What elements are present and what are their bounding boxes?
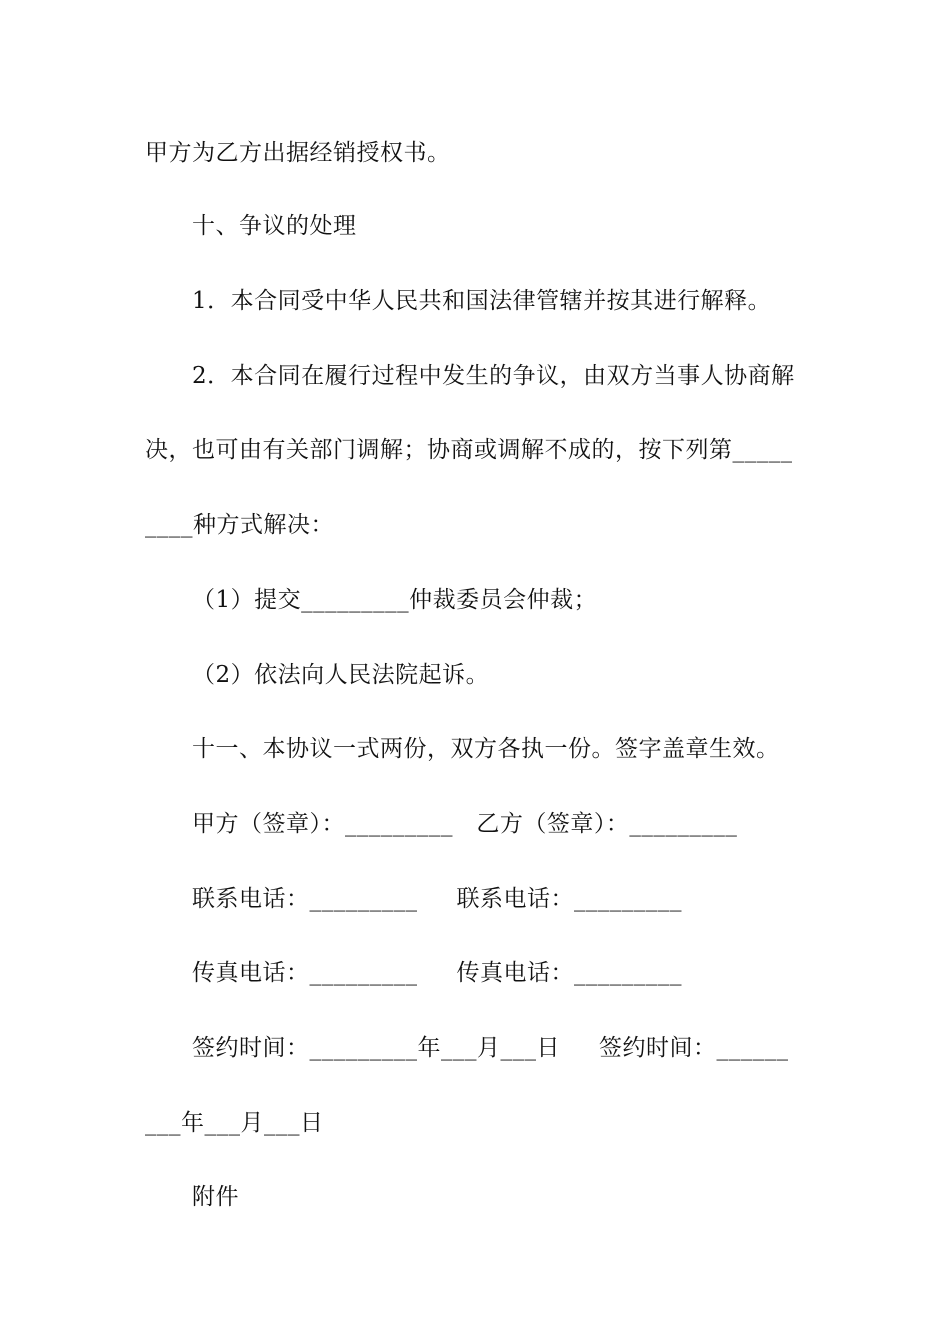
section-heading: 十、争议的处理 [192,213,357,239]
option-1: （1）提交_________仲裁委员会仲裁； [192,587,598,613]
clause-2-cont: 决，也可由有关部门调解；协商或调解不成的，按下列第_____ [145,437,793,463]
clause-2: 2．本合同在履行过程中发生的争议，由双方当事人协商解 [192,363,795,389]
attachment-heading: 附件 [192,1184,239,1210]
signature-line: 甲方（签章）：_________ 乙方（签章）：_________ [192,811,738,837]
section-heading: 十一、本协议一式两份，双方各执一份。签字盖章生效。 [192,736,780,762]
date-line-cont: ___年___月___日 [145,1110,324,1136]
phone-line: 联系电话：_________ 联系电话：_________ [192,886,683,912]
fax-line: 传真电话：_________ 传真电话：_________ [192,960,683,986]
date-line: 签约时间：_________年___月___日 签约时间：______ [192,1035,789,1061]
clause-2-cont: ____种方式解决： [145,512,334,538]
text-line: 甲方为乙方出据经销授权书。 [145,140,451,166]
option-2: （2）依法向人民法院起诉。 [192,662,490,688]
clause-1: 1．本合同受中华人民共和国法律管辖并按其进行解释。 [192,288,772,314]
